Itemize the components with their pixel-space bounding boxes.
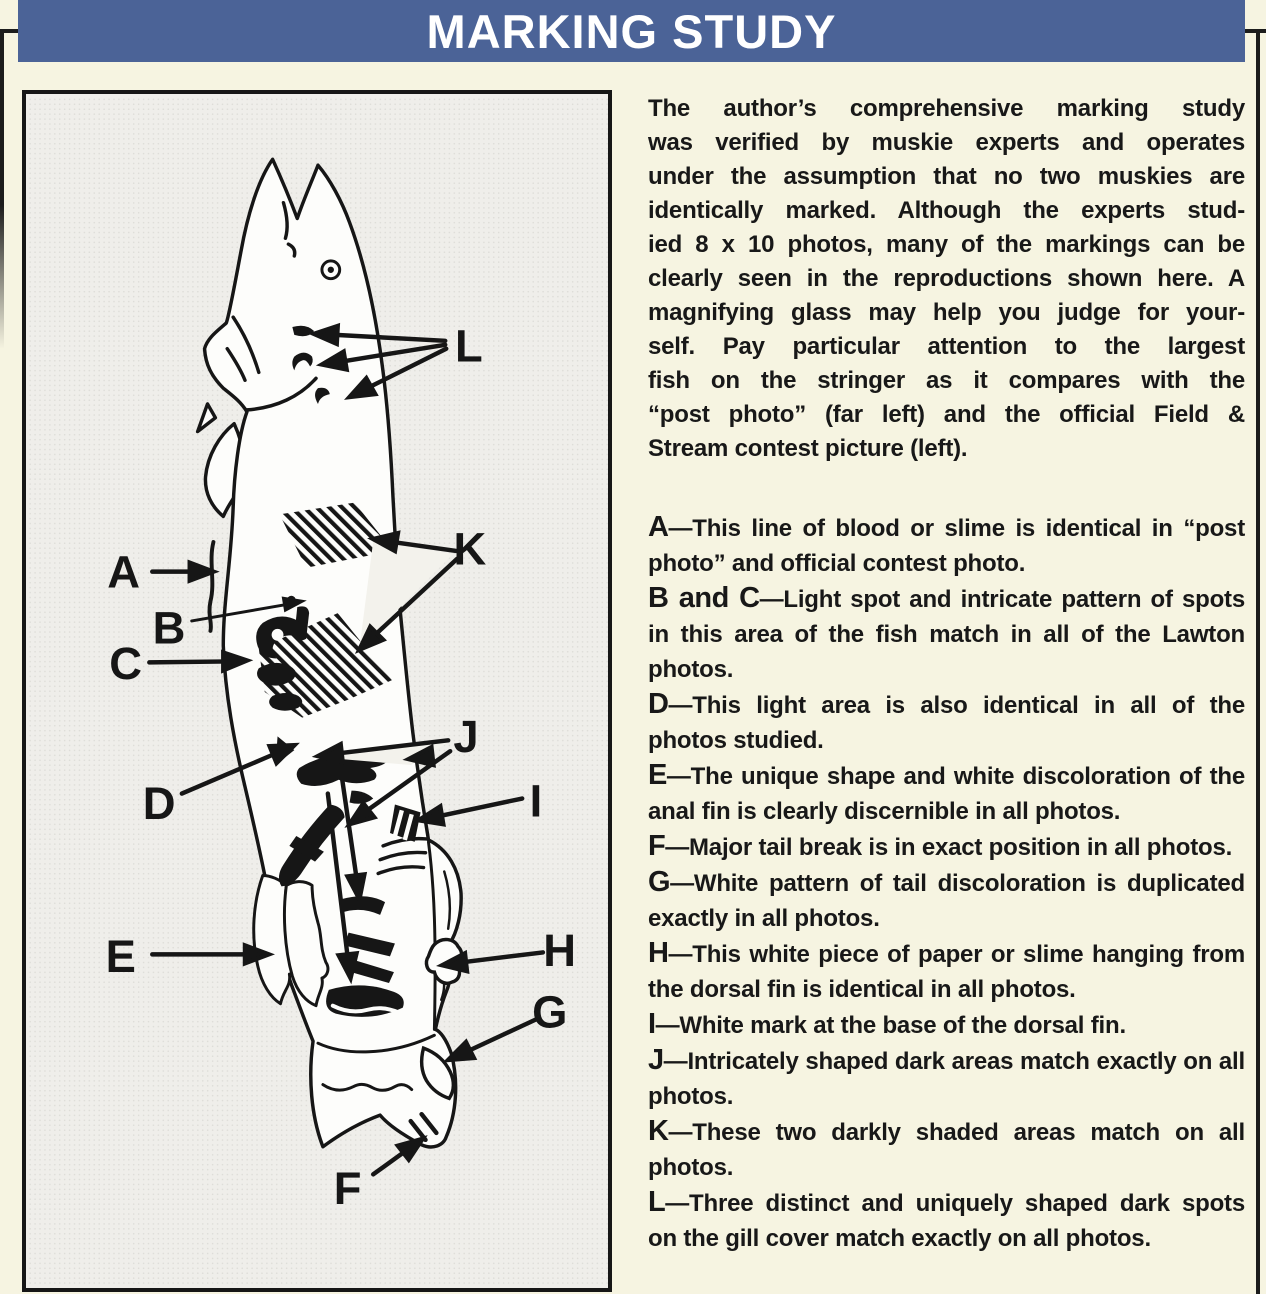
finding-item-f [648,829,1245,865]
finding-item-d [648,687,1245,758]
diagram-label-e: E [105,931,136,983]
page-border-left [0,29,4,349]
diagram-label-d: D [142,778,176,830]
finding-text: —These two darkly shaded areas match on all photos. [648,1119,1245,1181]
intro-line: clearly seen in the reproductions shown here. A [648,265,1245,292]
intro-line: ied 8 x 10 photos, many of the markings can be [648,231,1245,258]
intro-line: The author’s comprehensive marking study [648,95,1245,122]
finding-text: —White pattern of tail discoloration is duplicated exactly in all photos. [648,870,1245,932]
diagram-label-a: A [107,546,141,598]
finding-text: —This line of blood or slime is identical in “post photo” and official contest photo. [648,515,1245,577]
diagram-label-l: L [455,320,483,372]
intro-paragraph [648,92,1245,466]
intro-line: under the assumption that no two muskies are [648,163,1245,190]
finding-text: —The unique shape and white discoloration of the anal fin is clearly discernible in all photos. [648,763,1245,825]
diagram-label-h: H [543,925,577,977]
finding-label: I [648,1008,656,1040]
finding-label: J [648,1044,664,1076]
intro-line: magnifying glass may help you judge for your- [648,299,1245,326]
page-title: MARKING STUDY [426,4,837,58]
finding-item-i [648,1007,1245,1043]
finding-label: K [648,1115,669,1147]
diagram-label-f: F [333,1162,362,1214]
diagram-panel [22,90,612,1292]
intro-line: fish on the stringer as it compares with the [648,367,1245,394]
intro-line: was verified by muskie experts and operates [648,129,1245,156]
finding-item-h [648,936,1245,1007]
intro-line: “post photo” (far left) and the official Field & [648,401,1245,428]
finding-item-k [648,1114,1245,1185]
finding-text: —Three distinct and uniquely shaped dark spots on the gill cover match exactly on all photos. [648,1190,1245,1252]
diagram-label-b: B [152,602,186,654]
finding-label: D [648,688,669,720]
diagram-label-j: J [453,711,479,763]
finding-item-e [648,758,1245,829]
finding-text: —White mark at the base of the dorsal fin. [655,1012,1126,1039]
finding-item-bc [648,581,1245,687]
intro-line: Stream contest picture (left). [648,435,968,462]
finding-label: A [648,511,669,543]
finding-label: E [648,759,667,791]
finding-label: F [648,830,666,862]
finding-label: L [648,1186,666,1218]
finding-text: —This light area is also identical in all of the photos studied. [648,692,1245,754]
finding-text: —Light spot and intricate pattern of spots in this area of the fish match in all of the Lawton photos. [648,586,1245,683]
finding-item-l [648,1185,1245,1256]
finding-label: H [648,937,669,969]
diagram-label-g: G [532,986,568,1038]
finding-label: G [648,866,671,898]
page-border-right [1256,29,1260,1294]
diagram-label-c: C [109,638,143,690]
finding-item-g [648,865,1245,936]
finding-text: —Intricately shaped dark areas match exactly on all photos. [648,1048,1245,1110]
fish-diagram [26,94,608,1288]
finding-label: B and C [648,582,760,614]
title-banner [18,0,1245,62]
text-column [648,92,1245,1256]
diagram-label-k: K [453,523,487,575]
findings-list [648,510,1245,1256]
intro-line: self. Pay particular attention to the largest [648,333,1245,360]
finding-text: —Major tail break is in exact position in all photos. [665,834,1233,861]
finding-item-j [648,1043,1245,1114]
finding-item-a [648,510,1245,581]
diagram-label-i: I [529,775,543,827]
finding-text: —This white piece of paper or slime hanging from the dorsal fin is identical in all photos. [648,941,1245,1003]
intro-line: identically marked. Although the experts stud- [648,197,1245,224]
